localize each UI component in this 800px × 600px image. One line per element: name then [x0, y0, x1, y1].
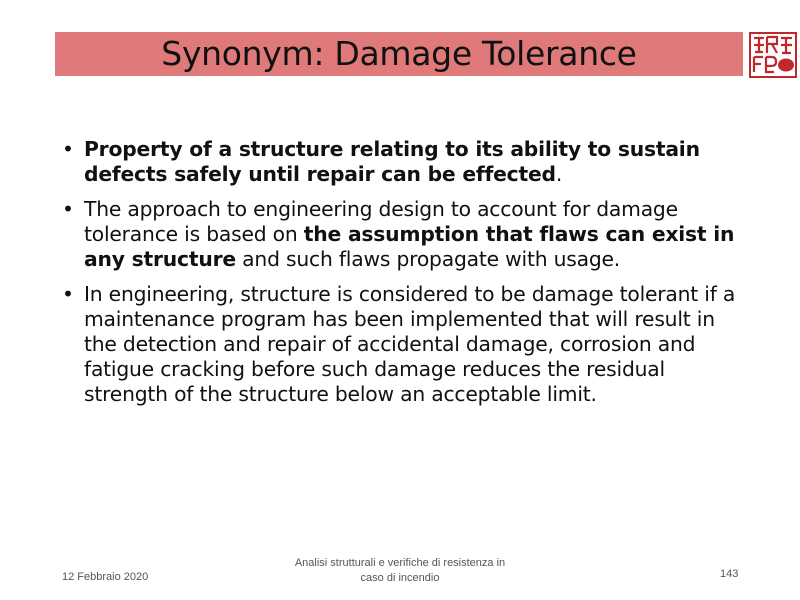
- bullet-item: [60, 137, 750, 187]
- footer-title-line-1: Analisi strutturali e verifiche di resistenza in: [294, 557, 506, 569]
- bullet-text-bold: Property of a structure relating to its ability to sustain defects safely until repair can be effected: [84, 137, 700, 186]
- bullet-dot-icon: •: [62, 282, 74, 306]
- bullet-text: and such flaws propagate with usage.: [235, 247, 621, 271]
- footer-title: [270, 556, 530, 586]
- bullet-list: [60, 137, 750, 417]
- bullet-text-bold: the assumption that flaws can exist in any structure: [84, 222, 735, 271]
- slide-title: Synonym: Damage Tolerance: [161, 34, 637, 73]
- seal-logo-icon: [749, 32, 797, 78]
- bullet-dot-icon: •: [62, 197, 74, 221]
- footer-title-line-2: caso di incendio: [360, 572, 440, 584]
- bullet-item: [60, 282, 750, 407]
- bullet-text: .: [555, 162, 563, 186]
- bullet-dot-icon: •: [62, 137, 74, 161]
- bullet-text: In engineering, structure is considered to be damage tolerant if a maintenance program has been implemented that will result in the detection and repair of accidental damage, corrosion and fatigue cracking before such damage reduces the residual strength of the structure below an acceptable limit.: [84, 282, 736, 406]
- page-number: 143: [720, 568, 739, 580]
- footer-date: 12 Febbraio 2020: [62, 571, 149, 583]
- bullet-item: [60, 197, 750, 272]
- bullet-text: The approach to engineering design to account for damage tolerance is based on: [84, 197, 678, 246]
